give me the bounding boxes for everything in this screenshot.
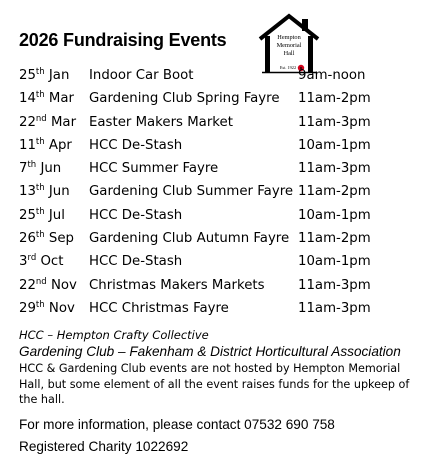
event-day-suffix: th xyxy=(35,183,45,194)
event-name: HCC De-Stash xyxy=(89,254,183,270)
event-day-suffix: th xyxy=(27,160,37,171)
event-month: Nov xyxy=(50,277,77,293)
event-time: 10am-1pm xyxy=(298,254,371,270)
event-date xyxy=(19,111,76,134)
event-date xyxy=(19,134,72,157)
event-row xyxy=(19,111,409,134)
logo-est: Est. 1922 xyxy=(279,65,297,70)
event-row xyxy=(19,250,409,273)
event-row xyxy=(19,204,409,227)
event-row xyxy=(19,64,409,87)
event-row xyxy=(19,227,409,250)
event-month: Nov xyxy=(48,300,75,316)
event-day-suffix: th xyxy=(35,299,45,310)
event-name: Gardening Club Summer Fayre xyxy=(89,184,294,200)
event-month: Oct xyxy=(40,254,64,270)
event-month: Jun xyxy=(40,161,62,177)
gardening-club-footnote: Gardening Club – Fakenham & District Horticultural Association xyxy=(19,344,401,359)
event-month: Mar xyxy=(48,91,74,107)
event-row xyxy=(19,157,409,180)
event-day: 25 xyxy=(19,207,36,223)
event-day-suffix: th xyxy=(35,136,45,147)
event-day: 13 xyxy=(19,184,36,200)
event-time: 11am-2pm xyxy=(298,231,371,247)
event-row xyxy=(19,274,409,297)
event-row xyxy=(19,297,409,320)
event-day: 25 xyxy=(19,68,36,83)
event-day: 26 xyxy=(19,231,36,247)
event-day-suffix: th xyxy=(35,90,45,101)
event-name: HCC De-Stash xyxy=(89,137,183,153)
event-day-suffix: th xyxy=(35,230,45,241)
page-title: 2026 Fundraising Events xyxy=(19,30,227,50)
event-date xyxy=(19,180,70,203)
event-day-suffix: th xyxy=(35,67,45,77)
event-month: Mar xyxy=(50,114,77,130)
event-time: 11am-3pm xyxy=(298,277,371,293)
event-date xyxy=(19,250,63,273)
event-date xyxy=(19,274,77,297)
event-month: Jan xyxy=(48,68,70,83)
event-date xyxy=(19,87,74,110)
event-month: Apr xyxy=(48,137,72,153)
event-day-suffix: nd xyxy=(35,113,47,124)
hosting-disclaimer: HCC & Gardening Club events are not hosted by Hempton Memorial Hall, but some element of all the event raises funds for the upkeep of the hall. xyxy=(19,362,410,406)
event-time: 9am-noon xyxy=(298,68,366,83)
event-day-suffix: nd xyxy=(35,276,47,287)
event-name: HCC Summer Fayre xyxy=(89,161,219,177)
event-time: 10am-1pm xyxy=(298,137,371,153)
event-day: 3 xyxy=(19,254,28,270)
event-day: 14 xyxy=(19,91,36,107)
event-name: HCC De-Stash xyxy=(89,207,183,223)
contact-info: For more information, please contact 07532 690 758 xyxy=(19,417,335,432)
event-time: 11am-2pm xyxy=(298,184,371,200)
event-date xyxy=(19,157,61,180)
event-name: Christmas Makers Markets xyxy=(89,277,265,293)
event-day: 22 xyxy=(19,114,36,130)
event-day: 29 xyxy=(19,300,36,316)
event-name: Easter Makers Market xyxy=(89,114,233,130)
event-time: 10am-1pm xyxy=(298,207,371,223)
logo-line-2: Memorial xyxy=(276,42,302,49)
hcc-footnote: HCC – Hempton Crafty Collective xyxy=(19,328,209,342)
event-name: Indoor Car Boot xyxy=(89,68,194,83)
event-row xyxy=(19,87,409,110)
logo-line-1: Hempton xyxy=(277,34,301,41)
event-time: 11am-3pm xyxy=(298,300,371,316)
event-date xyxy=(19,227,74,250)
event-row xyxy=(19,134,409,157)
event-day-suffix: rd xyxy=(27,253,37,264)
event-time: 11am-3pm xyxy=(298,161,371,177)
event-month: Jul xyxy=(48,207,65,223)
event-month: Sep xyxy=(48,231,74,247)
event-date xyxy=(19,204,65,227)
event-time: 11am-2pm xyxy=(298,91,371,107)
charity-number: Registered Charity 1022692 xyxy=(19,439,189,454)
events-list xyxy=(19,64,409,320)
event-time: 11am-3pm xyxy=(298,114,371,130)
event-month: Jun xyxy=(48,184,70,200)
event-name: Gardening Club Autumn Fayre xyxy=(89,231,290,247)
event-day: 11 xyxy=(19,137,36,153)
event-day-suffix: th xyxy=(35,206,45,217)
event-date xyxy=(19,297,75,320)
event-name: Gardening Club Spring Fayre xyxy=(89,91,280,107)
logo-line-3: Hall xyxy=(283,50,295,57)
event-day: 7 xyxy=(19,161,28,177)
event-day: 22 xyxy=(19,277,36,293)
event-row xyxy=(19,180,409,203)
event-date xyxy=(19,64,69,87)
event-name: HCC Christmas Fayre xyxy=(89,300,229,316)
